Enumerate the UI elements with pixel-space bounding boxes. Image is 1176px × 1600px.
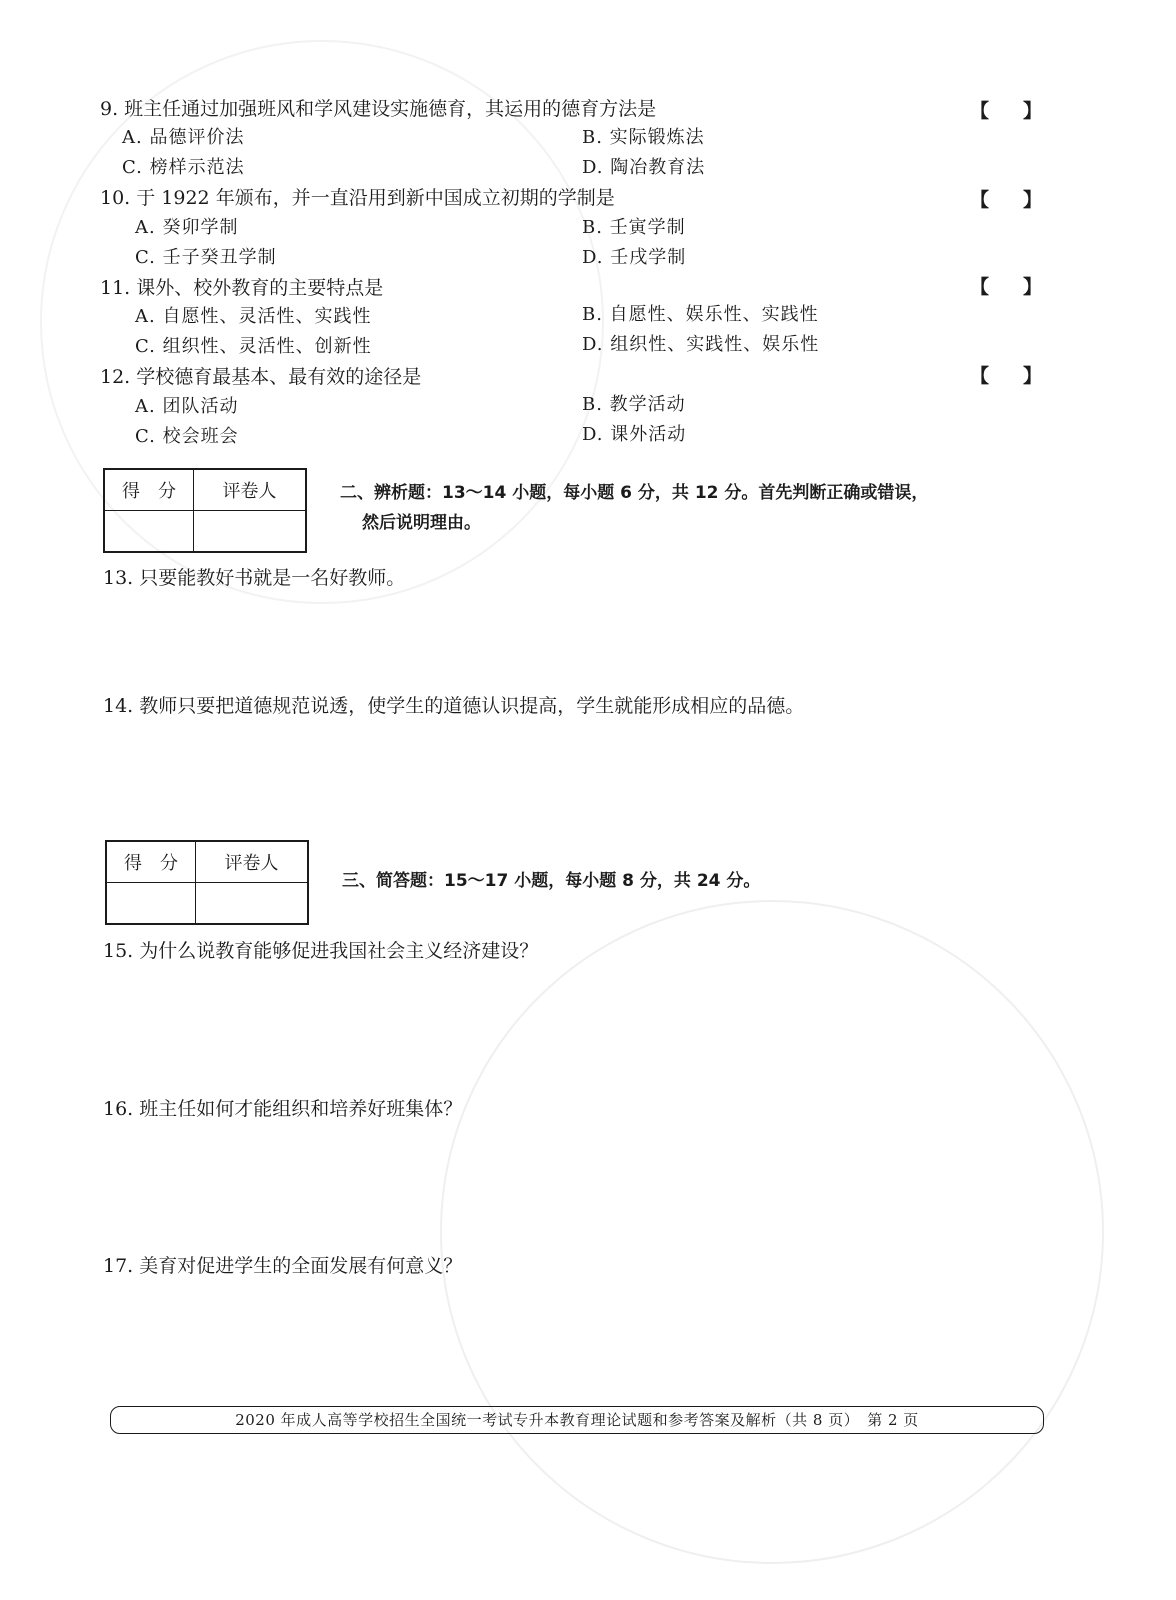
question-10-option-c: C. 壬子癸丑学制 [135, 247, 277, 268]
question-11-option-c: C. 组织性、灵活性、创新性 [135, 336, 372, 357]
question-11-option-b: B. 自愿性、娱乐性、实践性 [582, 304, 819, 325]
grader-label: 评卷人 [194, 469, 307, 511]
question-9-stem: 9. 班主任通过加强班风和学风建设实施德育，其运用的德育方法是 [100, 98, 657, 120]
question-9-option-b: B. 实际锻炼法 [582, 127, 705, 148]
score-box-section-2 [103, 468, 307, 553]
grader-label: 评卷人 [196, 841, 309, 883]
score-cell[interactable] [106, 883, 196, 925]
answer-bracket-10: 【 】 [970, 189, 1043, 211]
question-10-option-d: D. 壬戌学制 [582, 247, 687, 268]
score-box-section-3 [105, 840, 309, 925]
question-12-option-c: C. 校会班会 [135, 426, 239, 447]
question-11-stem: 11. 课外、校外教育的主要特点是 [100, 277, 384, 299]
section-3-heading: 三、简答题：15～17 小题，每小题 8 分，共 24 分。 [342, 871, 761, 891]
question-17: 17. 美育对促进学生的全面发展有何意义？ [103, 1255, 463, 1277]
grader-cell[interactable] [196, 883, 309, 925]
question-14: 14. 教师只要把道德规范说透，使学生的道德认识提高，学生就能形成相应的品德。 [103, 695, 805, 717]
question-12-option-b: B. 教学活动 [582, 394, 686, 415]
watermark-circle [440, 900, 1104, 1564]
question-13: 13. 只要能教好书就是一名好教师。 [103, 567, 406, 589]
answer-bracket-9: 【 】 [970, 100, 1043, 122]
answer-bracket-11: 【 】 [970, 276, 1043, 298]
question-11-option-d: D. 组织性、实践性、娱乐性 [582, 334, 820, 355]
question-9-option-d: D. 陶冶教育法 [582, 157, 706, 178]
section-2-heading-continued: 然后说明理由。 [362, 513, 481, 533]
answer-bracket-12: 【 】 [970, 365, 1043, 387]
question-10-option-b: B. 壬寅学制 [582, 217, 686, 238]
question-12-option-a: A. 团队活动 [135, 396, 239, 417]
question-15: 15. 为什么说教育能够促进我国社会主义经济建设？ [103, 940, 539, 962]
grader-cell[interactable] [194, 511, 307, 553]
question-9-option-c: C. 榜样示范法 [122, 157, 245, 178]
question-10-stem: 10. 于 1922 年颁布，并一直沿用到新中国成立初期的学制是 [100, 187, 615, 209]
page-footer: 2020 年成人高等学校招生全国统一考试专升本教育理论试题和参考答案及解析（共 8 页） 第 2 页 [110, 1406, 1044, 1434]
question-12-option-d: D. 课外活动 [582, 424, 687, 445]
question-11-option-a: A. 自愿性、灵活性、实践性 [135, 306, 372, 327]
score-label: 得 分 [106, 841, 196, 883]
question-9-option-a: A. 品德评价法 [122, 127, 245, 148]
question-12-stem: 12. 学校德育最基本、最有效的途径是 [100, 366, 422, 388]
score-cell[interactable] [104, 511, 194, 553]
question-16: 16. 班主任如何才能组织和培养好班集体？ [103, 1098, 463, 1120]
section-2-heading: 二、辨析题：13～14 小题，每小题 6 分，共 12 分。首先判断正确或错误， [340, 483, 929, 503]
question-10-option-a: A. 癸卯学制 [135, 217, 239, 238]
score-label: 得 分 [104, 469, 194, 511]
